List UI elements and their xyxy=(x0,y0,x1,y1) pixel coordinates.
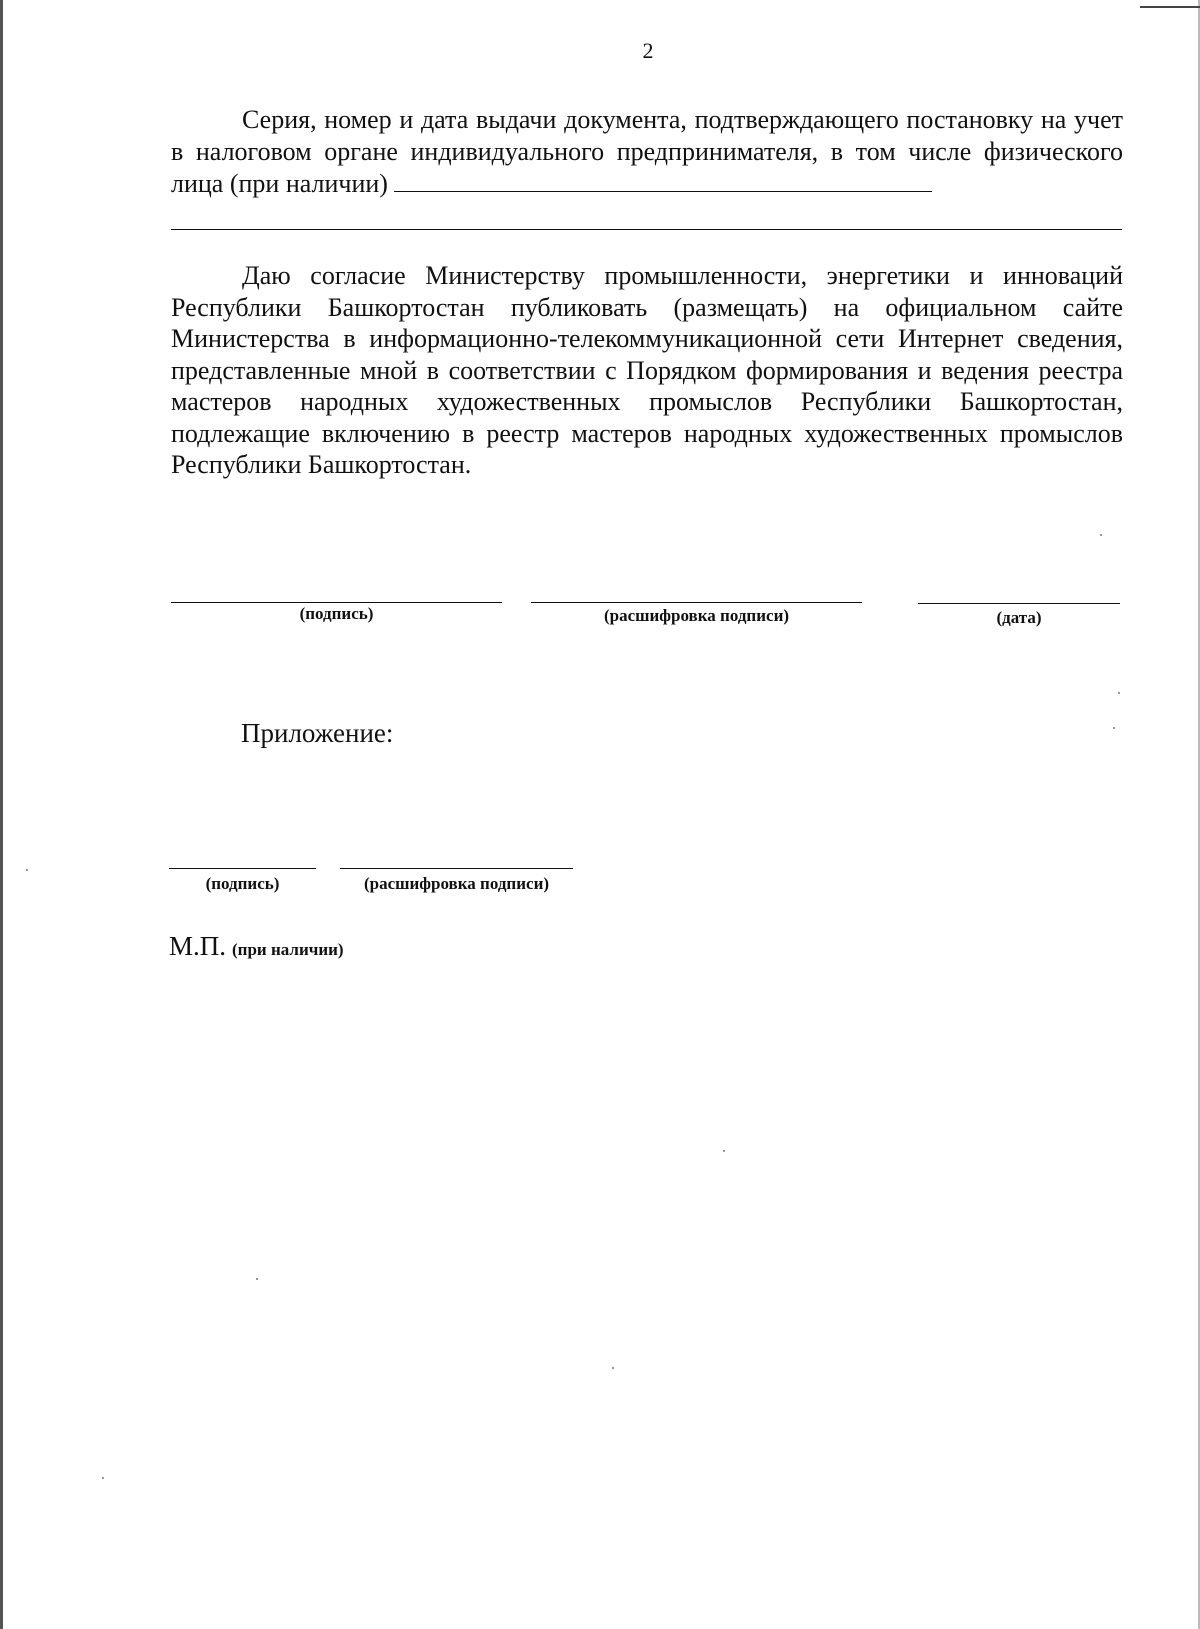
signature-caption: (подпись) xyxy=(299,604,374,623)
scan-speck xyxy=(612,1367,614,1369)
attachment-signature-line[interactable] xyxy=(169,868,316,869)
scan-speck xyxy=(723,1150,725,1152)
tax-registration-blank-line[interactable] xyxy=(394,167,932,192)
scan-speck xyxy=(1118,692,1120,694)
consent-paragraph: Даю согласие Министерству промышленности, энергетики и инноваций Республики Башкортостан публиковать (размещать) на официальном сайте Министерства в информационно-телекоммуникационной сети Интернет сведения, представленные мной в соответствии с Порядком формирования и ведения реестра мастеров народных художественных промыслов Республики Башкортостан, подлежащие включению в реестр мастеров народных художественных промыслов Республики Башкортостан. xyxy=(171,261,1123,479)
date-line[interactable] xyxy=(918,603,1120,604)
date-caption: (дата) xyxy=(996,608,1042,627)
scan-speck xyxy=(102,1477,104,1479)
scan-speck xyxy=(26,869,28,871)
page-number: 2 xyxy=(642,38,654,63)
scan-speck xyxy=(1100,534,1102,536)
stamp-note: (при наличии) xyxy=(232,940,344,959)
stamp-label: М.П. xyxy=(169,931,227,961)
tax-registration-paragraph xyxy=(171,104,1123,200)
scan-speck xyxy=(1113,727,1115,729)
tax-registration-blank-line-2[interactable] xyxy=(171,229,1122,230)
scan-corner-mark xyxy=(1140,6,1200,8)
signature-line[interactable] xyxy=(171,602,502,603)
stamp-place xyxy=(169,931,344,962)
signature-decoding-line[interactable] xyxy=(531,602,862,603)
attachment-heading: Приложение: xyxy=(241,718,394,748)
scan-left-edge xyxy=(0,0,3,1629)
scan-speck xyxy=(256,1278,258,1280)
signature-decoding-caption: (расшифровка подписи) xyxy=(603,606,790,625)
attachment-decoding-caption: (расшифровка подписи) xyxy=(363,874,550,893)
attachment-signature-caption: (подпись) xyxy=(205,874,280,893)
tax-registration-text: Серия, номер и дата выдачи документа, подтверждающего постановку на учет в налоговом органе индивидуального предпринимателя, в том числе физического лица (при наличии) xyxy=(171,105,1123,198)
attachment-decoding-line[interactable] xyxy=(340,868,573,869)
